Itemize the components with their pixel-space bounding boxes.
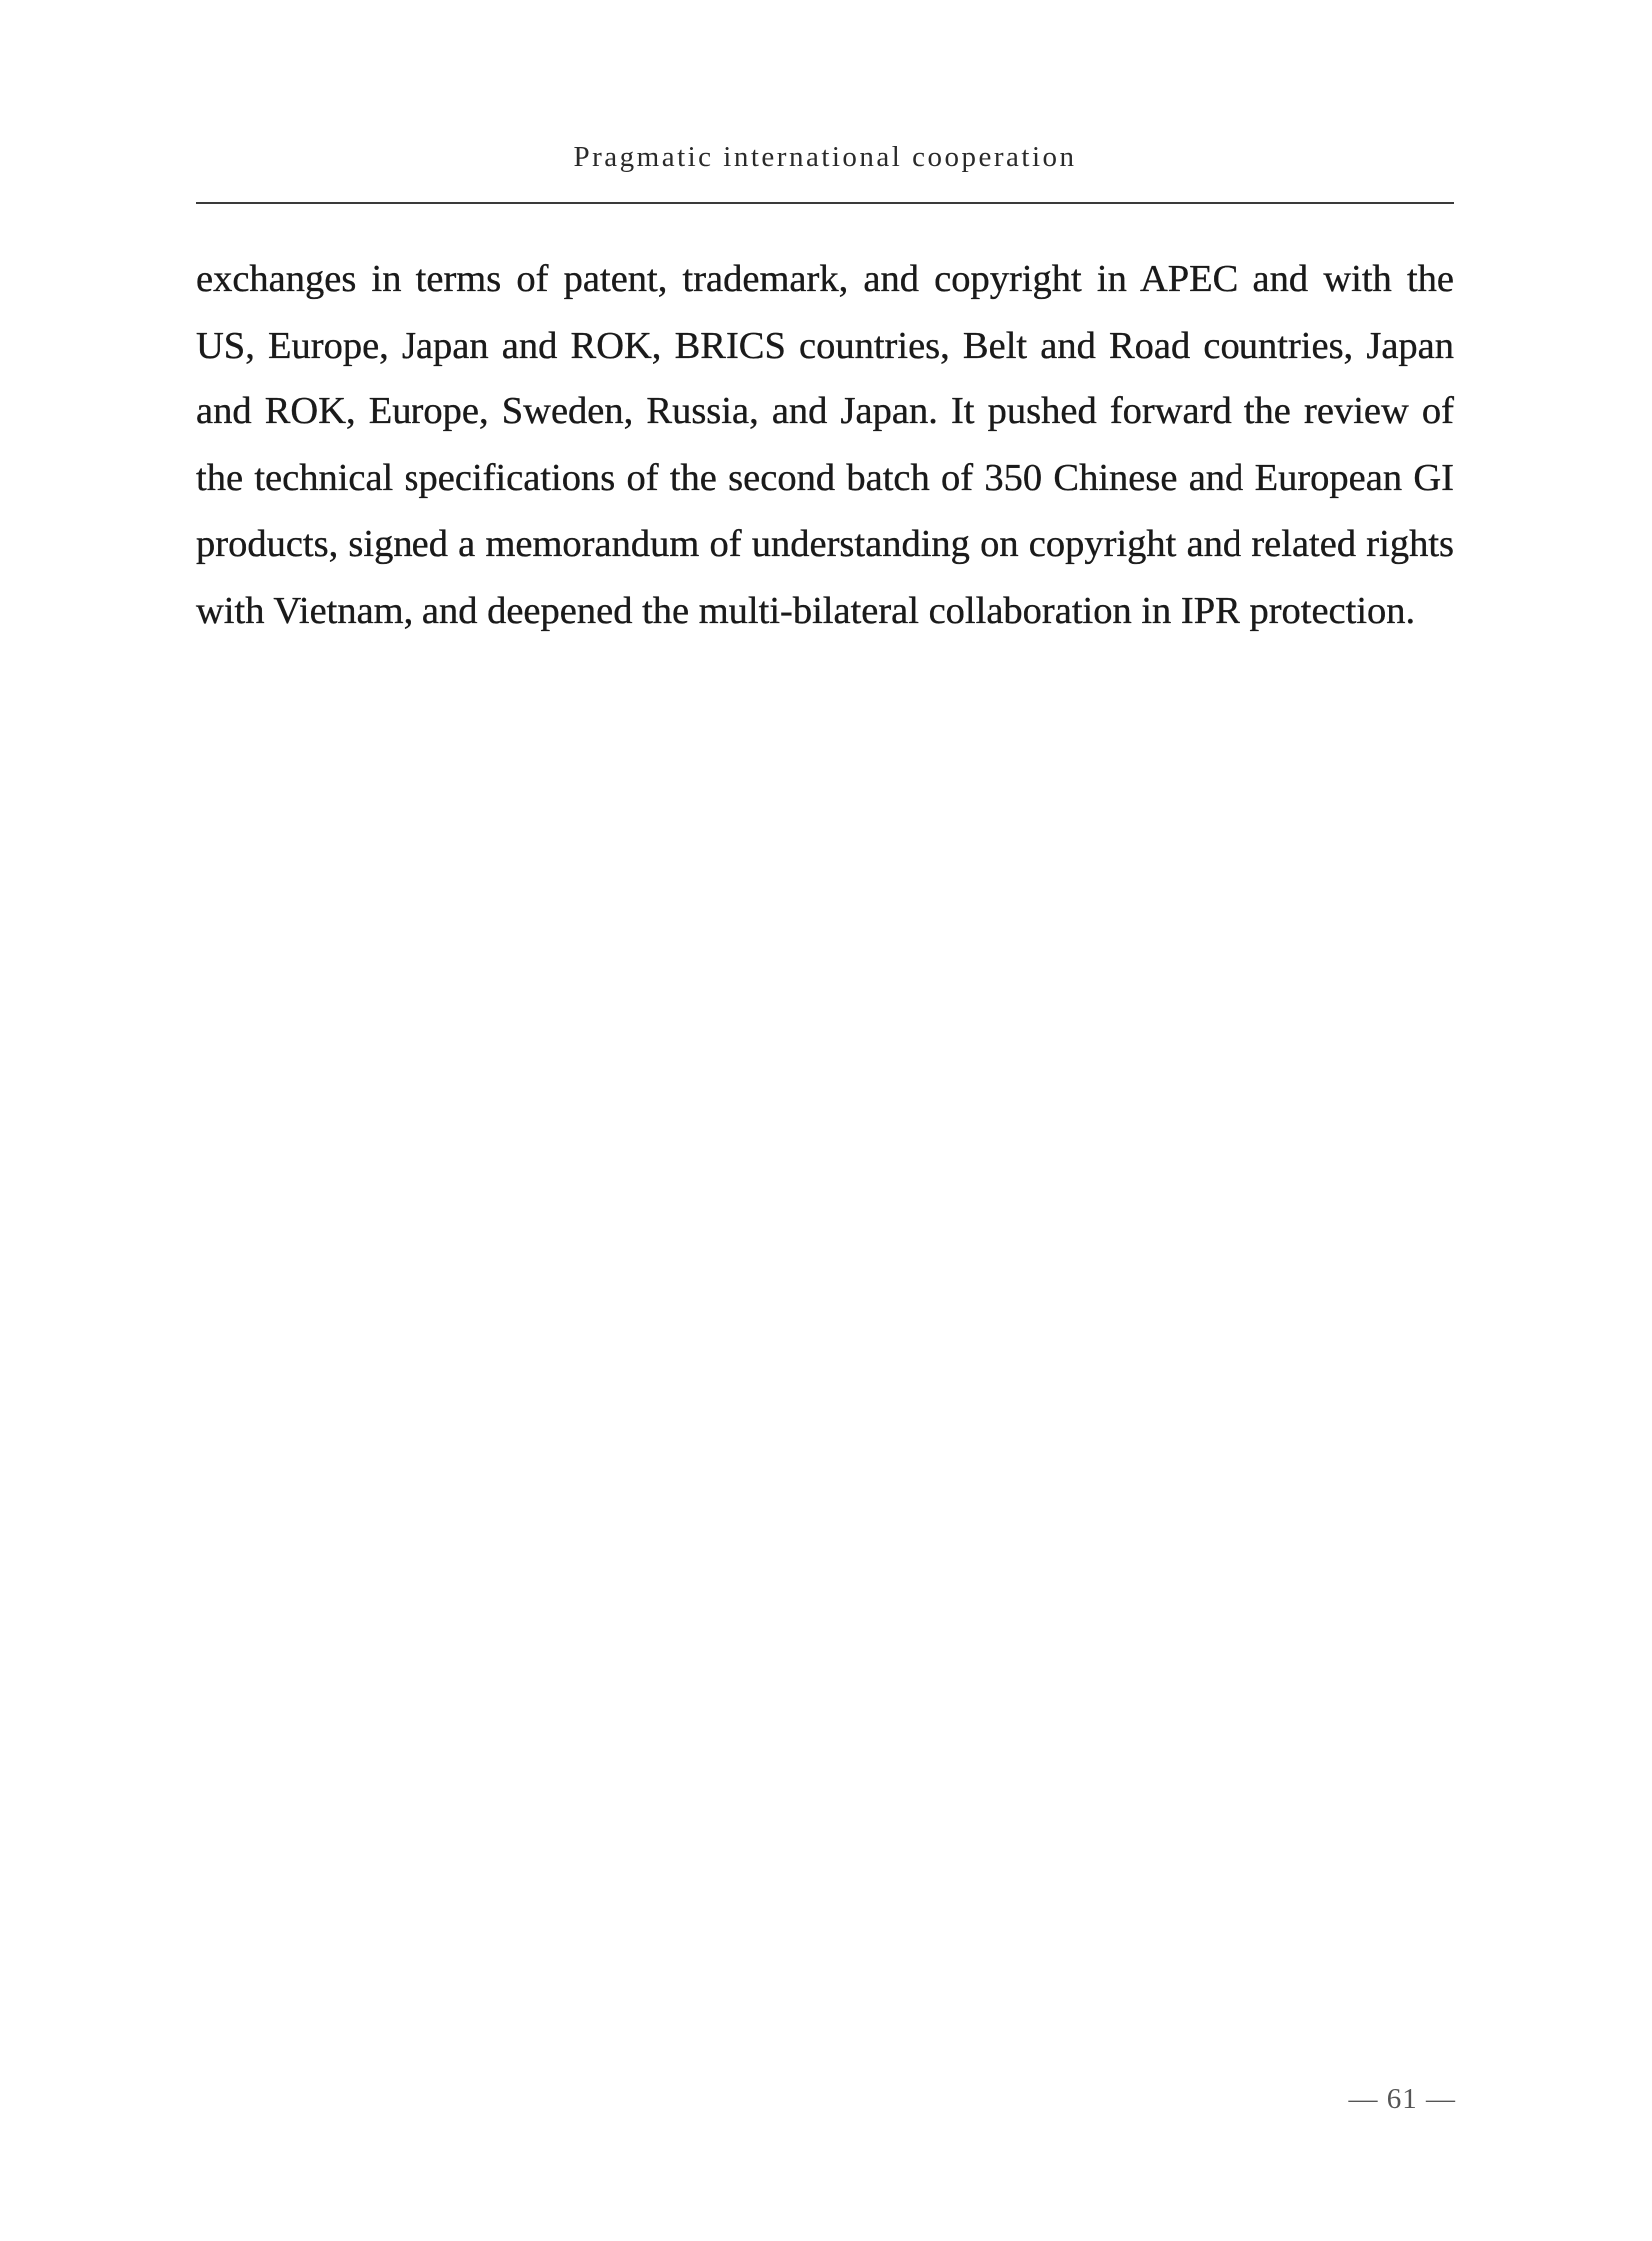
running-header-title: Pragmatic international cooperation [573, 141, 1077, 173]
header-divider [196, 202, 1454, 204]
body-paragraph: exchanges in terms of patent, trademark, and copyright in APEC and with the US, Europe, Japan and ROK, BRICS countries, Belt and Road countries, Japan and ROK, Europe, Sweden, Russia, and Japan. It pushed forward the review of the technical specifications of the second batch of 350 Chinese and European GI products, signed a memorandum of understanding on copyright and related rights with Vietnam, and deepened the multi-bilateral collaboration in IPR protection. [196, 258, 1454, 632]
page-number: — 61 — [1348, 2083, 1456, 2115]
